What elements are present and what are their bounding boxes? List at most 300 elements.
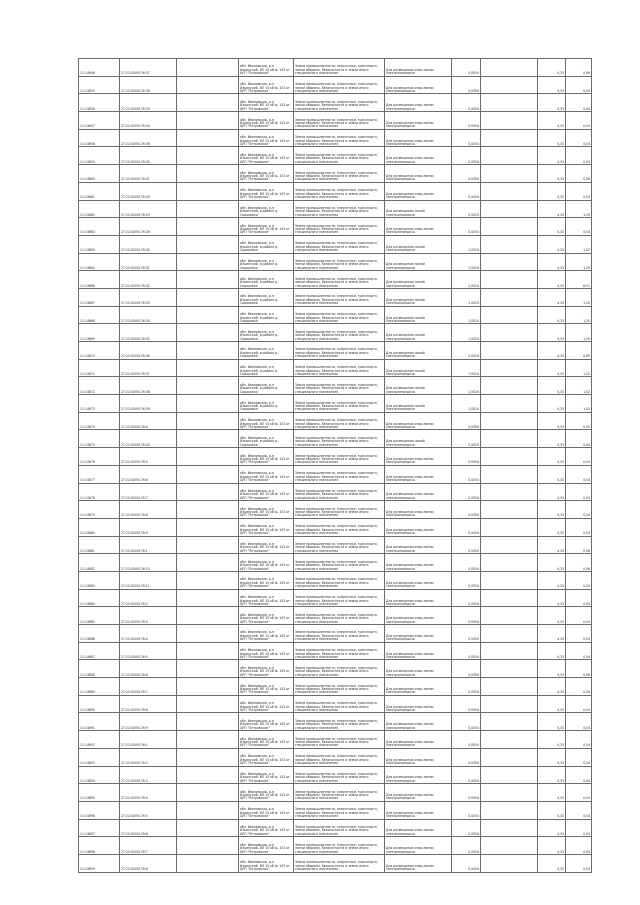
- empty-cell: [177, 819, 239, 837]
- area-value: 0,0054: [452, 607, 481, 625]
- empty-cell: [481, 766, 538, 784]
- row-number: 11:14650: [79, 76, 120, 94]
- area-value: 0,0054: [452, 76, 481, 94]
- amount-value: 1,02: [566, 395, 592, 413]
- empty-cell: [177, 377, 239, 395]
- amount-value: 0,04: [566, 94, 592, 112]
- row-number: 11:14688: [79, 660, 120, 678]
- table-row: [79, 235, 592, 253]
- land-category: Земли промышленности, энергетики, транспорта, земли обороны, безопасности и земли иного специального назначения: [294, 854, 385, 872]
- land-category: Земли промышленности, энергетики, транспорта, земли обороны, безопасности и земли иного специального назначения: [294, 518, 385, 536]
- amount-value: 0,06: [566, 536, 592, 554]
- cadastral-number: 27:22:0000176:4: [120, 625, 177, 643]
- empty-cell: [177, 731, 239, 749]
- permitted-use: Для размещения опор линии электропередачи: [385, 412, 452, 430]
- empty-cell: [481, 430, 538, 448]
- row-number: 11:14673: [79, 395, 120, 413]
- empty-cell: [481, 129, 538, 147]
- cadastral-number: 27:22:0000176:39: [120, 395, 177, 413]
- amount-value: 1,20: [566, 288, 592, 306]
- table-row: [79, 306, 592, 324]
- empty-cell: [481, 200, 538, 218]
- amount-value: 0,04: [566, 695, 592, 713]
- amount-value: 0,04: [566, 642, 592, 660]
- area-value: 0,0054: [452, 660, 481, 678]
- table-row: [79, 518, 592, 536]
- permitted-use: Для размещения опор линии электропередачи: [385, 589, 452, 607]
- land-category: Земли промышленности, энергетики, транспорта, земли обороны, безопасности и земли иного специального назначения: [294, 165, 385, 183]
- permitted-use: Для размещения опор линии электропередачи: [385, 129, 452, 147]
- land-category: Земли промышленности, энергетики, транспорта, земли обороны, безопасности и земли иного специального назначения: [294, 483, 385, 501]
- area-value: 0,0054: [452, 147, 481, 165]
- area-value: 2,0024: [452, 271, 481, 289]
- empty-cell: [481, 147, 538, 165]
- cadastral-number: 27:22:0000176:6: [120, 819, 177, 837]
- land-category: Земли промышленности, энергетики, транспорта, земли обороны, безопасности и земли иного специального назначения: [294, 748, 385, 766]
- rate-value: 4,33: [538, 165, 566, 183]
- table-row: [79, 112, 592, 130]
- table-row: [79, 324, 592, 342]
- table-row: [79, 678, 592, 696]
- rate-value: 4,33: [538, 642, 566, 660]
- amount-value: 0,04: [566, 430, 592, 448]
- cadastral-number: 27:22:0000176:37: [120, 59, 177, 77]
- empty-cell: [177, 678, 239, 696]
- table-row: [79, 819, 592, 837]
- row-number: 11:14684: [79, 589, 120, 607]
- empty-cell: [481, 395, 538, 413]
- area-value: 0,0054: [452, 837, 481, 855]
- table-row: [79, 589, 592, 607]
- cadastral-number: 27:22:0000176:32: [120, 271, 177, 289]
- land-category: Земли промышленности, энергетики, транспорта, земли обороны, безопасности и земли иного специального назначения: [294, 501, 385, 519]
- area-value: 1,0024: [452, 395, 481, 413]
- permitted-use: Для размещения опор линии электропередачи: [385, 536, 452, 554]
- table-row: [79, 448, 592, 466]
- table-row: [79, 342, 592, 360]
- rate-value: 4,33: [538, 695, 566, 713]
- cadastral-number: 27:22:0000176:7: [120, 678, 177, 696]
- table-row: [79, 200, 592, 218]
- amount-value: 1,02: [566, 377, 592, 395]
- area-value: 0,0054: [452, 625, 481, 643]
- cadastral-number: 27:22:0000176:31: [120, 253, 177, 271]
- table-row: [79, 430, 592, 448]
- amount-value: 8,51: [566, 271, 592, 289]
- address: обл. Ивановская, р-н Ильинский, ВЛ 10 кВ № 103 от ЦРП "Петровское": [239, 501, 294, 519]
- area-value: 0,0054: [452, 412, 481, 430]
- row-number: 11:14664: [79, 235, 120, 253]
- empty-cell: [481, 165, 538, 183]
- table-row: [79, 465, 592, 483]
- rate-value: 4,33: [538, 607, 566, 625]
- row-number: 11:14674: [79, 412, 120, 430]
- row-number: 11:14661: [79, 182, 120, 200]
- empty-cell: [177, 536, 239, 554]
- table-row: [79, 165, 592, 183]
- area-value: 0,0054: [452, 518, 481, 536]
- rate-value: 4,33: [538, 501, 566, 519]
- empty-cell: [481, 678, 538, 696]
- empty-cell: [177, 571, 239, 589]
- empty-cell: [177, 518, 239, 536]
- row-number: 11:14677: [79, 465, 120, 483]
- rate-value: 4,33: [538, 59, 566, 77]
- address: обл. Ивановская, р-н Ильинский, в районе д. Сидоровка: [239, 306, 294, 324]
- area-value: 0,0054: [452, 165, 481, 183]
- permitted-use: Для размещения опор линии электропередачи: [385, 854, 452, 872]
- row-number: 11:14646: [79, 59, 120, 77]
- permitted-use: Для размещения опор линии электропередачи: [385, 678, 452, 696]
- cadastral-number: 27:22:0000176:11: [120, 571, 177, 589]
- row-number: 11:14680: [79, 518, 120, 536]
- empty-cell: [177, 182, 239, 200]
- cadastral-number: 27:22:0000176:6: [120, 660, 177, 678]
- permitted-use: Для размещения опор линии электропередачи: [385, 731, 452, 749]
- empty-cell: [177, 607, 239, 625]
- address: обл. Ивановская, р-н Ильинский, в районе д. Сидоровка: [239, 342, 294, 360]
- amount-value: 0,04: [566, 147, 592, 165]
- rate-value: 4,33: [538, 660, 566, 678]
- permitted-use: Для размещения опор линии электропередачи: [385, 182, 452, 200]
- row-number: 11:14665: [79, 253, 120, 271]
- row-number: 11:14696: [79, 801, 120, 819]
- table-row: [79, 625, 592, 643]
- rate-value: 4,33: [538, 448, 566, 466]
- permitted-use: Для размещения опор линии электропередачи: [385, 147, 452, 165]
- empty-cell: [481, 695, 538, 713]
- land-category: Земли промышленности, энергетики, транспорта, земли обороны, безопасности и земли иного специального назначения: [294, 342, 385, 360]
- empty-cell: [177, 129, 239, 147]
- amount-value: 6,60: [566, 342, 592, 360]
- cadastral-number: 27:22:0000176:2: [120, 589, 177, 607]
- empty-cell: [481, 801, 538, 819]
- cadastral-number: 27:22:0000176:8: [120, 695, 177, 713]
- cadastral-number: 27:22:0000176:4: [120, 784, 177, 802]
- address: обл. Ивановская, р-н Ильинский, ВЛ 10 кВ № 103 от ЦРП "Петровское": [239, 147, 294, 165]
- amount-value: 0,04: [566, 518, 592, 536]
- cadastral-number: 27:22:0000176:5: [120, 448, 177, 466]
- rate-value: 4,33: [538, 342, 566, 360]
- empty-cell: [177, 59, 239, 77]
- empty-cell: [177, 660, 239, 678]
- permitted-use: Для размещения опор линии электропередачи: [385, 695, 452, 713]
- permitted-use: Для размещения линий электропередачи: [385, 430, 452, 448]
- table-row: [79, 571, 592, 589]
- rate-value: 4,33: [538, 377, 566, 395]
- cadastral-number: 27:22:0000176:7: [120, 837, 177, 855]
- empty-cell: [481, 182, 538, 200]
- address: обл. Ивановская, р-н Ильинский, ВЛ 10 кВ № 103 от ЦРП "Петровское": [239, 483, 294, 501]
- area-value: 1,0024: [452, 377, 481, 395]
- row-number: 11:14692: [79, 731, 120, 749]
- empty-cell: [481, 412, 538, 430]
- cadastral-number: 27:22:0000176:5: [120, 801, 177, 819]
- rate-value: 4,33: [538, 837, 566, 855]
- permitted-use: Для размещения линий электропередачи: [385, 342, 452, 360]
- row-number: 11:14672: [79, 377, 120, 395]
- land-category: Земли промышленности, энергетики, транспорта, земли обороны, безопасности и земли иного специального назначения: [294, 59, 385, 77]
- empty-cell: [177, 554, 239, 572]
- empty-cell: [481, 501, 538, 519]
- permitted-use: Для размещения линий электропередачи: [385, 377, 452, 395]
- empty-cell: [481, 235, 538, 253]
- row-number: 11:14658: [79, 129, 120, 147]
- permitted-use: Для размещения опор линии электропередачи: [385, 165, 452, 183]
- amount-value: 0,04: [566, 625, 592, 643]
- address: обл. Ивановская, р-н Ильинский, ВЛ 10 кВ № 103 от ЦРП "Петровское": [239, 129, 294, 147]
- cadastral-number: 27:22:0000176:40: [120, 182, 177, 200]
- table-row: [79, 218, 592, 236]
- row-number: 11:14676: [79, 448, 120, 466]
- cadastral-number: 27:22:0000176:1: [120, 536, 177, 554]
- land-category: Земли промышленности, энергетики, транспорта, земли обороны, безопасности и земли иного специального назначения: [294, 784, 385, 802]
- permitted-use: Для размещения опор линии электропередачи: [385, 784, 452, 802]
- address: обл. Ивановская, р-н Ильинский, ВЛ 10 кВ № 103 от ЦРП "Петровское": [239, 854, 294, 872]
- cadastral-number: 27:22:0000176:29: [120, 200, 177, 218]
- permitted-use: Для размещения линий электропередачи: [385, 395, 452, 413]
- row-number: 11:14689: [79, 678, 120, 696]
- land-category: Земли промышленности, энергетики, транспорта, земли обороны, безопасности и земли иного специального назначения: [294, 589, 385, 607]
- area-value: 1,0024: [452, 288, 481, 306]
- cadastral-number: 27:22:0000176:33: [120, 288, 177, 306]
- row-number: 11:14666: [79, 271, 120, 289]
- amount-value: 0,04: [566, 589, 592, 607]
- amount-value: 0,04: [566, 76, 592, 94]
- table-row: [79, 147, 592, 165]
- address: обл. Ивановская, р-н Ильинский, в районе д. Сидоровка: [239, 235, 294, 253]
- land-category: Земли промышленности, энергетики, транспорта, земли обороны, безопасности и земли иного специального назначения: [294, 218, 385, 236]
- permitted-use: Для размещения линий электропередачи: [385, 359, 452, 377]
- permitted-use: Для размещения опор линии электропередачи: [385, 642, 452, 660]
- row-number: 11:14686: [79, 625, 120, 643]
- permitted-use: Для размещения опор линии электропередачи: [385, 448, 452, 466]
- empty-cell: [481, 271, 538, 289]
- area-value: 0,0054: [452, 59, 481, 77]
- rate-value: 4,33: [538, 819, 566, 837]
- permitted-use: Для размещения опор линии электропередачи: [385, 76, 452, 94]
- land-category: Земли промышленности, энергетики, транспорта, земли обороны, безопасности и земли иного специального назначения: [294, 678, 385, 696]
- empty-cell: [177, 801, 239, 819]
- table-row: [79, 412, 592, 430]
- amount-value: 0,04: [566, 819, 592, 837]
- empty-cell: [177, 306, 239, 324]
- empty-cell: [481, 483, 538, 501]
- row-number: 11:14659: [79, 147, 120, 165]
- address: обл. Ивановская, р-н Ильинский, ВЛ 10 кВ № 103 от ЦРП "Петровское": [239, 94, 294, 112]
- amount-value: 1,20: [566, 306, 592, 324]
- row-number: 11:14685: [79, 607, 120, 625]
- amount-value: 0,04: [566, 571, 592, 589]
- land-category: Земли промышленности, энергетики, транспорта, земли обороны, безопасности и земли иного специального назначения: [294, 642, 385, 660]
- rate-value: 4,33: [538, 854, 566, 872]
- address: обл. Ивановская, р-н Ильинский, ВЛ 10 кВ № 103 от ЦРП "Петровское": [239, 76, 294, 94]
- empty-cell: [177, 218, 239, 236]
- address: обл. Ивановская, р-н Ильинский, ВЛ 10 кВ № 103 от ЦРП "Петровское": [239, 112, 294, 130]
- row-number: 11:14670: [79, 342, 120, 360]
- area-value: 0,0054: [452, 218, 481, 236]
- land-category: Земли промышленности, энергетики, транспорта, земли обороны, безопасности и земли иного специального назначения: [294, 324, 385, 342]
- land-category: Земли промышленности, энергетики, транспорта, земли обороны, безопасности и земли иного специального назначения: [294, 395, 385, 413]
- permitted-use: Для размещения опор линии электропередачи: [385, 713, 452, 731]
- rate-value: 4,33: [538, 430, 566, 448]
- land-category: Земли промышленности, энергетики, транспорта, земли обороны, безопасности и земли иного специального назначения: [294, 465, 385, 483]
- empty-cell: [177, 76, 239, 94]
- amount-value: 0,04: [566, 607, 592, 625]
- empty-cell: [177, 483, 239, 501]
- rate-value: 4,33: [538, 395, 566, 413]
- empty-cell: [481, 554, 538, 572]
- permitted-use: Для размещения опор линии электропередачи: [385, 59, 452, 77]
- amount-value: 0,04: [566, 182, 592, 200]
- row-number: 11:14693: [79, 748, 120, 766]
- rate-value: 4,33: [538, 571, 566, 589]
- permitted-use: Для размещения линий электропередачи: [385, 200, 452, 218]
- empty-cell: [177, 94, 239, 112]
- row-number: 11:14690: [79, 695, 120, 713]
- area-value: 0,0024: [452, 200, 481, 218]
- permitted-use: Для размещения опор линии электропередачи: [385, 607, 452, 625]
- row-number: 11:14683: [79, 571, 120, 589]
- cadastral-number: 27:22:0000176:7: [120, 483, 177, 501]
- cadastral-number: 27:22:0000176:28: [120, 218, 177, 236]
- row-number: 11:14691: [79, 713, 120, 731]
- permitted-use: Для размещения опор линии электропередачи: [385, 801, 452, 819]
- cadastral-number: 27:22:0000176:34: [120, 112, 177, 130]
- land-category: Земли промышленности, энергетики, транспорта, земли обороны, безопасности и земли иного специального назначения: [294, 359, 385, 377]
- table-row: [79, 554, 592, 572]
- address: обл. Ивановская, р-н Ильинский, ВЛ 10 кВ № 103 от ЦРП "Петровское": [239, 837, 294, 855]
- land-category: Земли промышленности, энергетики, транспорта, земли обороны, безопасности и земли иного специального назначения: [294, 554, 385, 572]
- amount-value: 0,04: [566, 678, 592, 696]
- row-number: 11:14695: [79, 784, 120, 802]
- address: обл. Ивановская, р-н Ильинский, ВЛ 10 кВ № 103 от ЦРП "Петровское": [239, 731, 294, 749]
- empty-cell: [481, 94, 538, 112]
- empty-cell: [481, 854, 538, 872]
- permitted-use: Для размещения опор линии электропередачи: [385, 465, 452, 483]
- row-number: 11:14660: [79, 165, 120, 183]
- amount-value: 0,04: [566, 465, 592, 483]
- cadastral-number: 27:22:0000176:10: [120, 554, 177, 572]
- rate-value: 4,33: [538, 359, 566, 377]
- address: обл. Ивановская, р-н Ильинский, в районе д. Сидоровка: [239, 359, 294, 377]
- rate-value: 4,33: [538, 324, 566, 342]
- table-row: [79, 660, 592, 678]
- rate-value: 4,33: [538, 713, 566, 731]
- rate-value: 4,33: [538, 253, 566, 271]
- address: обл. Ивановская, р-н Ильинский, ВЛ 10 кВ № 103 от ЦРП "Петровское": [239, 748, 294, 766]
- empty-cell: [481, 819, 538, 837]
- amount-value: 0,04: [566, 854, 592, 872]
- empty-cell: [177, 448, 239, 466]
- table-row: [79, 76, 592, 94]
- address: обл. Ивановская, р-н Ильинский, ВЛ 10 кВ № 103 от ЦРП "Петровское": [239, 589, 294, 607]
- permitted-use: Для размещения опор линии электропередачи: [385, 501, 452, 519]
- rate-value: 4,33: [538, 483, 566, 501]
- table-row: [79, 801, 592, 819]
- empty-cell: [177, 359, 239, 377]
- address: обл. Ивановская, р-н Ильинский, в районе д. Сидоровка: [239, 324, 294, 342]
- permitted-use: Для размещения линий электропередачи: [385, 324, 452, 342]
- permitted-use: Для размещения линий электропередачи: [385, 271, 452, 289]
- address: обл. Ивановская, р-н Ильинский, ВЛ 10 кВ № 103 от ЦРП "Петровское": [239, 766, 294, 784]
- area-value: 0,0054: [452, 642, 481, 660]
- address: обл. Ивановская, р-н Ильинский, ВЛ 10 кВ № 103 от ЦРП "Петровское": [239, 554, 294, 572]
- row-number: 11:14669: [79, 324, 120, 342]
- land-category: Земли промышленности, энергетики, транспорта, земли обороны, безопасности и земли иного специального назначения: [294, 271, 385, 289]
- rate-value: 4,33: [538, 288, 566, 306]
- empty-cell: [177, 766, 239, 784]
- amount-value: 0,04: [566, 129, 592, 147]
- rate-value: 4,33: [538, 801, 566, 819]
- amount-value: 0,04: [566, 713, 592, 731]
- empty-cell: [481, 448, 538, 466]
- table-row: [79, 501, 592, 519]
- area-value: 0,0054: [452, 731, 481, 749]
- area-value: 1,0024: [452, 235, 481, 253]
- cadastral-number: 27:22:0000176:8: [120, 501, 177, 519]
- table-row: [79, 182, 592, 200]
- row-number: 11:14663: [79, 218, 120, 236]
- empty-cell: [177, 784, 239, 802]
- rate-value: 4,33: [538, 748, 566, 766]
- area-value: 0,0054: [452, 571, 481, 589]
- empty-cell: [177, 501, 239, 519]
- amount-value: 1,29: [566, 200, 592, 218]
- empty-cell: [177, 324, 239, 342]
- area-value: 0,0054: [452, 748, 481, 766]
- address: обл. Ивановская, р-н Ильинский, ВЛ 10 кВ № 103 от ЦРП "Петровское": [239, 607, 294, 625]
- address: обл. Ивановская, р-н Ильинский, ВЛ 10 кВ № 103 от ЦРП "Петровское": [239, 182, 294, 200]
- empty-cell: [481, 837, 538, 855]
- permitted-use: Для размещения линий электропередачи: [385, 253, 452, 271]
- permitted-use: Для размещения линий электропередачи: [385, 306, 452, 324]
- cadastral-number: 27:22:0000176:1: [120, 731, 177, 749]
- address: обл. Ивановская, р-н Ильинский, ВЛ 10 кВ № 103 от ЦРП "Петровское": [239, 819, 294, 837]
- cadastral-number: 27:22:0000176:3: [120, 766, 177, 784]
- table-row: [79, 59, 592, 77]
- empty-cell: [481, 218, 538, 236]
- land-category: Земли промышленности, энергетики, транспорта, земли обороны, безопасности и земли иного специального назначения: [294, 607, 385, 625]
- address: обл. Ивановская, р-н Ильинский, ВЛ 10 кВ № 103 от ЦРП "Петровское": [239, 165, 294, 183]
- cadastral-number: 27:22:0000176:38: [120, 76, 177, 94]
- row-number: 11:14671: [79, 359, 120, 377]
- area-value: 0,0054: [452, 678, 481, 696]
- rate-value: 4,33: [538, 200, 566, 218]
- row-number: 11:14699: [79, 854, 120, 872]
- land-category: Земли промышленности, энергетики, транспорта, земли обороны, безопасности и земли иного специального назначения: [294, 837, 385, 855]
- land-category: Земли промышленности, энергетики, транспорта, земли обороны, безопасности и земли иного специального назначения: [294, 571, 385, 589]
- empty-cell: [481, 536, 538, 554]
- empty-cell: [481, 112, 538, 130]
- empty-cell: [481, 518, 538, 536]
- rate-value: 4,33: [538, 518, 566, 536]
- land-category: Земли промышленности, энергетики, транспорта, земли обороны, безопасности и земли иного специального назначения: [294, 76, 385, 94]
- cadastral-number: 27:22:0000176:39: [120, 94, 177, 112]
- permitted-use: Для размещения опор линии электропередачи: [385, 625, 452, 643]
- rate-value: 4,33: [538, 235, 566, 253]
- land-category: Земли промышленности, энергетики, транспорта, земли обороны, безопасности и земли иного специального назначения: [294, 448, 385, 466]
- empty-cell: [481, 607, 538, 625]
- empty-cell: [177, 412, 239, 430]
- amount-value: 0,05: [566, 412, 592, 430]
- rate-value: 4,33: [538, 766, 566, 784]
- amount-value: 0,06: [566, 59, 592, 77]
- empty-cell: [481, 76, 538, 94]
- empty-cell: [481, 660, 538, 678]
- table-row: [79, 713, 592, 731]
- land-category: Земли промышленности, энергетики, транспорта, земли обороны, безопасности и земли иного специального назначения: [294, 819, 385, 837]
